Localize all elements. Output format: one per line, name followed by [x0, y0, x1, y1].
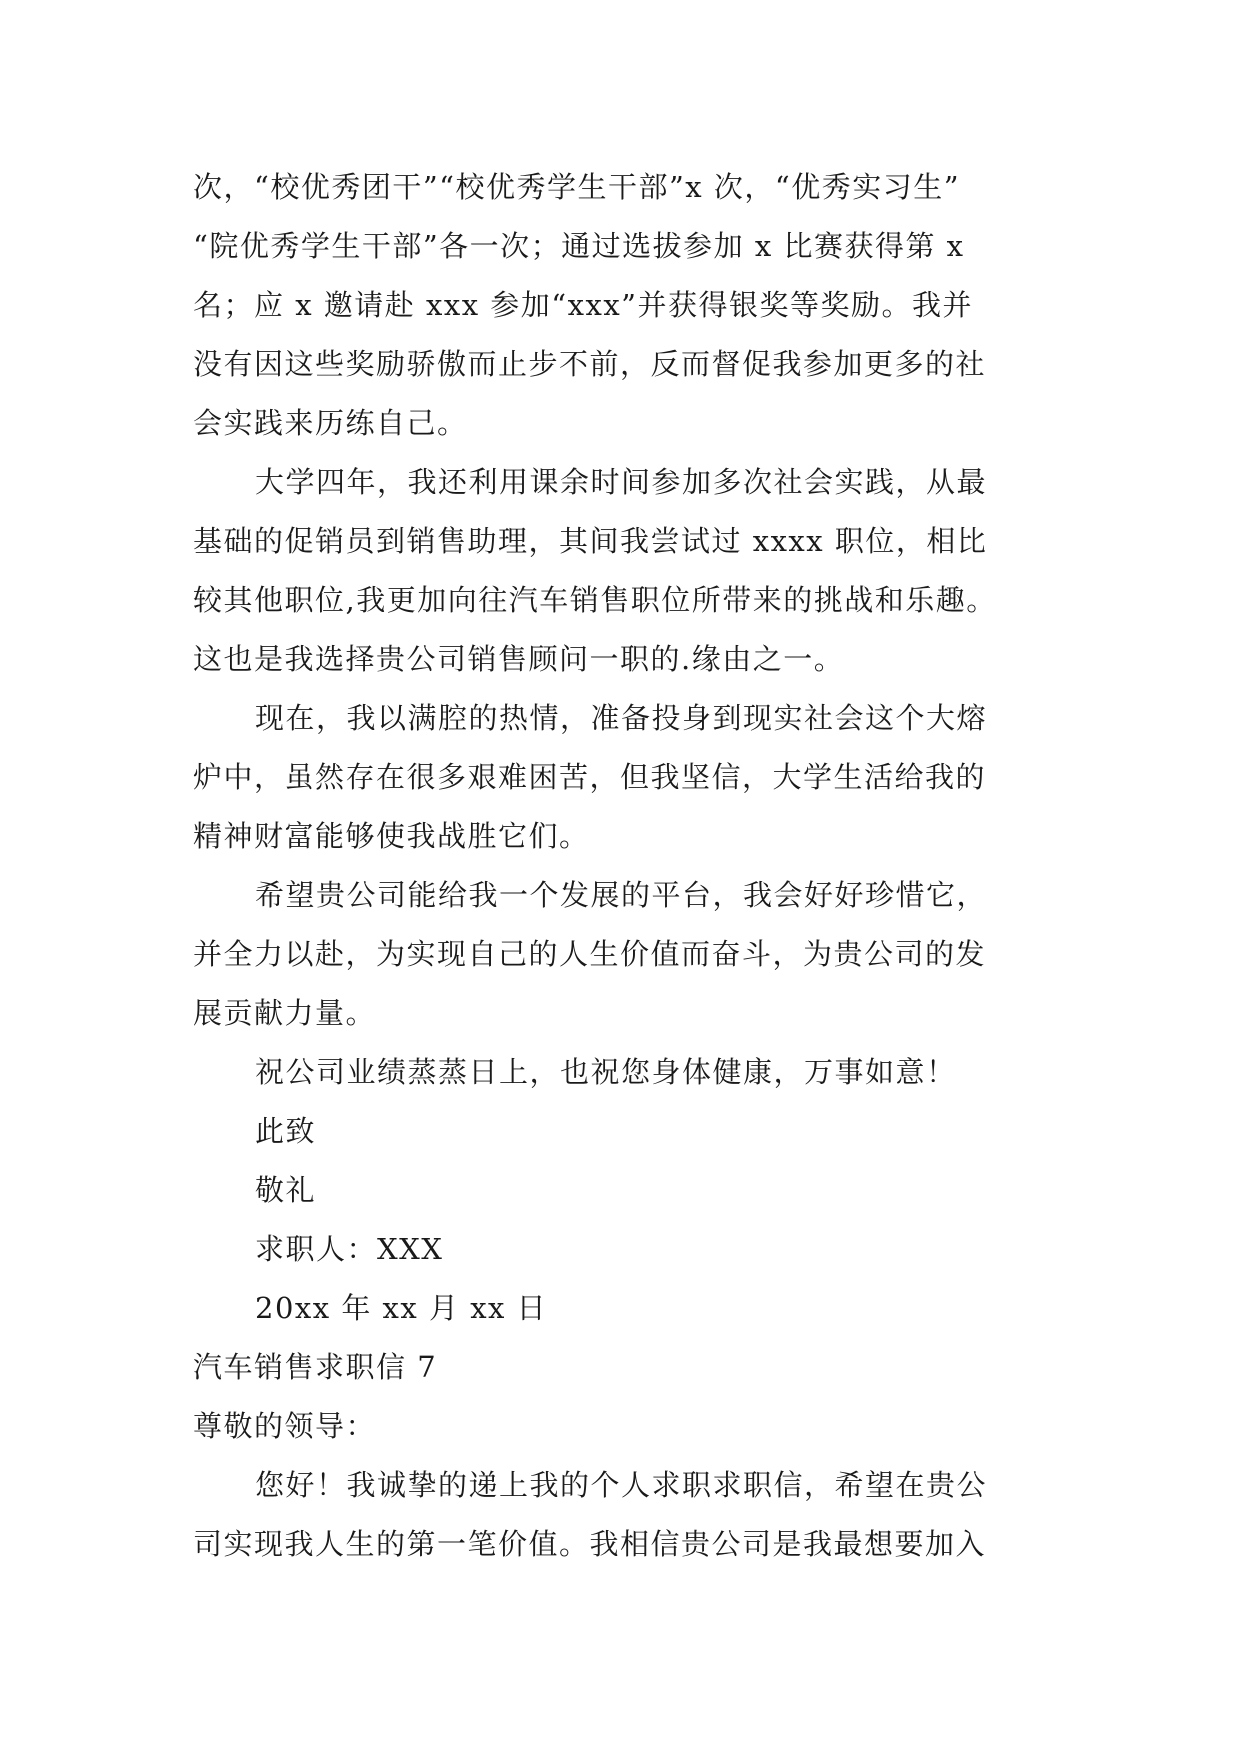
document-line: 较其他职位,我更加向往汽车销售职位所带来的挑战和乐趣。	[193, 583, 997, 617]
document-line: 炉中，虽然存在很多艰难困苦，但我坚信，大学生活给我的	[193, 760, 987, 794]
document-line: 大学四年，我还利用课余时间参加多次社会实践，从最	[255, 465, 988, 499]
document-line: 展贡献力量。	[193, 996, 377, 1030]
document-line: 这也是我选择贵公司销售顾问一职的.缘由之一。	[193, 642, 845, 676]
document-body	[193, 158, 1063, 1574]
document-line: 求职人：XXX	[255, 1232, 444, 1266]
document-line: 基础的促销员到销售助理，其间我尝试过 xxxx 职位，相比	[193, 524, 988, 558]
document-line: 会实践来历练自己。	[193, 406, 468, 440]
document-line: 没有因这些奖励骄傲而止步不前，反而督促我参加更多的社	[193, 347, 987, 381]
document-line: 司实现我人生的第一笔价值。我相信贵公司是我最想要加入	[193, 1527, 987, 1561]
document-line: 精神财富能够使我战胜它们。	[193, 819, 590, 853]
document-line: 此致	[255, 1114, 317, 1148]
document-line: 您好！我诚挚的递上我的个人求职求职信，希望在贵公	[255, 1468, 988, 1502]
document-line: 次，“校优秀团干”“校优秀学生干部”x 次，“优秀实习生”	[193, 170, 961, 204]
document-line: 名；应 x 邀请赴 xxx 参加“xxx”并获得银奖等奖励。我并	[193, 288, 974, 322]
document-line: “院优秀学生干部”各一次；通过选拔参加 x 比赛获得第 x	[193, 229, 965, 263]
document-line: 祝公司业绩蒸蒸日上，也祝您身体健康，万事如意！	[255, 1055, 957, 1089]
document-line: 并全力以赴，为实现自己的人生价值而奋斗，为贵公司的发	[193, 937, 987, 971]
document-line: 汽车销售求职信 7	[193, 1350, 438, 1384]
document-line: 现在，我以满腔的热情，准备投身到现实社会这个大熔	[255, 701, 988, 735]
document-line: 敬礼	[255, 1173, 317, 1207]
document-line: 尊敬的领导：	[193, 1409, 377, 1443]
document-line: 20xx 年 xx 月 xx 日	[255, 1291, 548, 1325]
document-line: 希望贵公司能给我一个发展的平台，我会好好珍惜它，	[255, 878, 988, 912]
